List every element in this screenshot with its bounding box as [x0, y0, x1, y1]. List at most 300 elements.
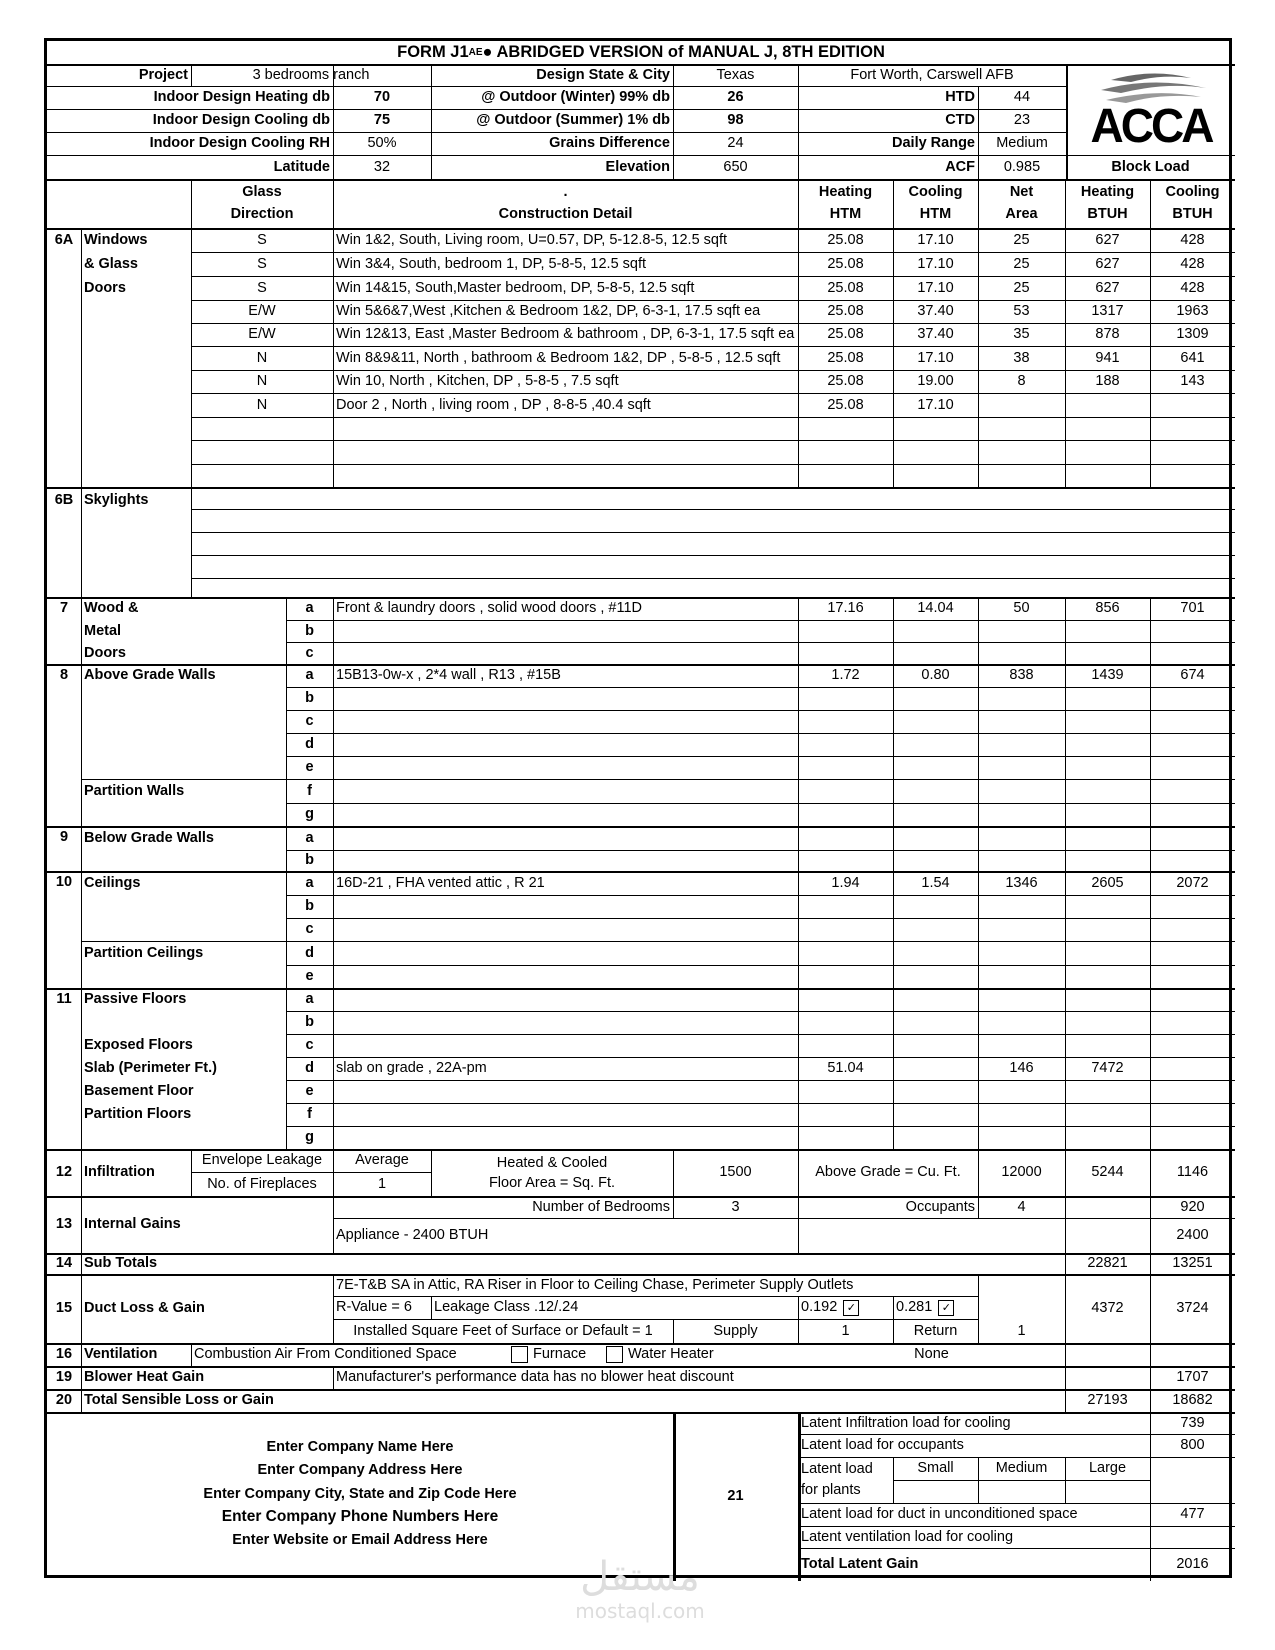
windows-label-1: Windows [84, 231, 148, 248]
duct-description: 7E-T&B SA in Attic, RA Riser in Floor to Ceiling Chase, Perimeter Supply Outlets [336, 1276, 854, 1293]
check-icon[interactable]: ✓ [843, 1300, 859, 1316]
acf-value: 0.985 [1003, 158, 1041, 175]
wood-metal-doors-label-3: Doors [84, 644, 126, 661]
furnace-checkbox[interactable]: Furnace [508, 1343, 603, 1366]
cooling-htm-header-1: Cooling [908, 184, 963, 201]
above-grade-wall-row-detail: 15B13-0w-x , 2*4 wall , R13 , #15B [336, 667, 561, 684]
row-letter-f: f [307, 782, 312, 799]
grid-line [286, 1126, 1235, 1127]
latent-plants-label-2: for plants [801, 1482, 861, 1499]
sub-totals-label: Sub Totals [84, 1255, 158, 1272]
grid-line [286, 1103, 1235, 1104]
company-city: Enter Company City, State and Zip Code Here [203, 1485, 517, 1502]
grid-line [191, 464, 1235, 465]
above-grade-wall-row-heating-btuh: 1439 [1091, 667, 1124, 684]
cool-db-value: 75 [373, 112, 391, 129]
heating-btuh-header-2: BTUH [1087, 205, 1128, 222]
rh-label: Indoor Design Cooling RH [149, 135, 330, 152]
window-net-area: 35 [1013, 326, 1030, 343]
row-letter-c: c [305, 921, 314, 938]
row-letter-a: a [305, 991, 314, 1008]
window-heating-htm: 25.08 [827, 373, 864, 390]
above-grade-walls-label: Above Grade Walls [84, 667, 216, 684]
above-grade-wall-row-heating-htm: 1.72 [831, 667, 860, 684]
blower-cooling-btuh: 1707 [1176, 1369, 1209, 1386]
row-letter-d: d [305, 736, 314, 753]
ceiling-row-heating-htm: 1.94 [831, 874, 860, 891]
grid-line [893, 179, 894, 228]
section-15-number: 15 [55, 1300, 73, 1317]
grid-line [286, 733, 1235, 734]
glass-direction-header-2: Direction [230, 205, 294, 222]
cooling-btuh-header-2: BTUH [1172, 205, 1213, 222]
row-letter-c: c [305, 1037, 314, 1054]
windows-label-2: & Glass [84, 255, 138, 272]
slab-row-heating-htm: 51.04 [827, 1060, 864, 1077]
window-heating-btuh: 188 [1095, 373, 1120, 390]
acca-logo: ACCA [1071, 66, 1231, 152]
internal-gains-label: Internal Gains [84, 1216, 181, 1233]
net-area-header-1: Net [1009, 184, 1034, 201]
grid-line [191, 417, 1235, 418]
subtotal-heating-btuh: 22821 [1087, 1255, 1128, 1272]
grid-line [286, 850, 1235, 851]
grid-line [47, 179, 1235, 181]
appliance-label: Appliance - 2400 BTUH [336, 1227, 489, 1244]
grid-line [286, 965, 1235, 966]
grid-line [798, 179, 799, 228]
section-11-number: 11 [56, 991, 72, 1008]
summer-label: @ Outdoor (Summer) 1% db [476, 112, 670, 129]
construction-detail-header-1: . [563, 184, 568, 201]
grid-line [286, 941, 1235, 942]
window-net-area [978, 393, 1065, 417]
blower-description: Manufacturer's performance data has no blower heat discount [336, 1369, 734, 1386]
grid-line [893, 826, 894, 871]
fireplaces-value: 1 [377, 1175, 387, 1192]
latent-occupants-label: Latent load for occupants [801, 1437, 964, 1454]
window-detail: Win 10, North , Kitchen, DP , 5-8-5 , 7.5 sqft [336, 373, 619, 390]
htd-value: 44 [1013, 89, 1031, 106]
volume-label: Above Grade = Cu. Ft. [815, 1164, 961, 1181]
return-value: 1 [1017, 1322, 1026, 1339]
grid-line [1065, 1366, 1066, 1389]
window-heating-htm: 25.08 [827, 349, 864, 366]
grid-line [1065, 1196, 1066, 1253]
ventilation-label: Ventilation [84, 1346, 158, 1363]
row-letter-g: g [305, 806, 314, 823]
occupants-cooling-btuh: 920 [1180, 1198, 1205, 1215]
windows-label-3: Doors [84, 279, 126, 296]
grid-line [286, 1011, 1235, 1012]
window-direction: S [257, 279, 267, 296]
grid-line [798, 664, 799, 826]
section-8-number: 8 [59, 667, 69, 684]
window-cooling-htm: 17.10 [917, 231, 954, 248]
window-cooling-htm: 19.00 [917, 373, 954, 390]
latent-duct-label: Latent load for duct in unconditioned space [801, 1506, 1078, 1523]
rh-value: 50% [367, 135, 397, 152]
wood-metal-doors-label-1: Wood & [84, 600, 139, 617]
window-direction: E/W [248, 303, 276, 320]
row-letter-b: b [305, 852, 314, 869]
window-heating-htm: 25.08 [827, 326, 864, 343]
plants-small: Small [917, 1460, 954, 1477]
grid-line [286, 803, 1235, 804]
grains-value: 24 [727, 135, 744, 152]
section-13-number: 13 [55, 1216, 73, 1233]
grid-line [893, 664, 894, 826]
envelope-leakage-label: Envelope Leakage [201, 1152, 323, 1169]
wood-door-row-cooling-btuh: 701 [1180, 600, 1205, 617]
window-direction: N [256, 396, 268, 413]
project-label: Project [138, 66, 188, 83]
infiltration-heating-btuh: 5244 [1091, 1164, 1124, 1181]
section-7-number: 7 [59, 600, 69, 617]
manual-j-form [44, 38, 1232, 1578]
window-heating-htm: 25.08 [827, 303, 864, 320]
heating-htm-header-1: Heating [818, 184, 873, 201]
exposed-floors-label: Exposed Floors [84, 1037, 193, 1054]
company-name: Enter Company Name Here [266, 1438, 454, 1455]
ceiling-row-cooling-htm: 1.54 [921, 874, 950, 891]
grid-line [191, 532, 1235, 533]
above-grade-wall-row-net-area: 838 [1009, 667, 1034, 684]
row-letter-d: d [305, 1060, 314, 1077]
window-net-area: 25 [1013, 279, 1030, 296]
window-heating-htm: 25.08 [827, 231, 864, 248]
window-cooling-btuh [1150, 393, 1235, 417]
window-heating-btuh: 878 [1095, 326, 1120, 343]
section-19-number: 19 [55, 1369, 73, 1386]
floor-area-label-2: Floor Area = Sq. Ft. [488, 1174, 616, 1191]
bedrooms-label: Number of Bedrooms [532, 1198, 670, 1215]
section-21-number: 21 [727, 1488, 744, 1505]
total-latent-label: Total Latent Gain [801, 1556, 919, 1573]
window-heating-btuh: 1317 [1091, 303, 1124, 320]
elevation-label: Elevation [605, 158, 670, 175]
latent-infiltration-label: Latent Infiltration load for cooling [801, 1414, 1011, 1431]
grid-line [191, 509, 1235, 510]
grid-line [286, 620, 1235, 621]
window-direction: S [257, 231, 267, 248]
above-grade-wall-row-cooling-htm: 0.80 [921, 667, 950, 684]
row-letter-b: b [305, 690, 314, 707]
window-heating-btuh: 627 [1095, 279, 1120, 296]
grid-line [893, 1480, 1150, 1481]
skylights-label: Skylights [84, 491, 149, 508]
wood-door-row-cooling-htm: 14.04 [917, 600, 954, 617]
window-detail: Win 12&13, East ,Master Bedroom & bathroom , DP, 6-3-1, 17.5 sqft ea [336, 326, 795, 343]
htd-label: HTD [945, 89, 975, 106]
row-letter-b: b [305, 1014, 314, 1031]
subtotal-cooling-btuh: 13251 [1172, 1255, 1213, 1272]
total-latent-value: 2016 [1176, 1556, 1209, 1573]
grid-line [1150, 1343, 1151, 1366]
section-16-number: 16 [55, 1346, 73, 1363]
watermark: مستقل mostaql.com [575, 1554, 705, 1623]
grid-line [1065, 826, 1066, 871]
window-heating-btuh: 627 [1095, 255, 1120, 272]
envelope-leakage-value: Average [355, 1152, 409, 1169]
block-load-label: Block Load [1111, 158, 1190, 175]
city-value: Fort Worth, Carswell AFB [850, 66, 1014, 83]
window-direction: N [256, 373, 268, 390]
window-heating-htm: 25.08 [827, 396, 864, 413]
acf-label: ACF [945, 158, 975, 175]
latitude-label: Latitude [273, 158, 330, 175]
window-net-area: 38 [1013, 349, 1030, 366]
grid-line [286, 687, 1235, 688]
cooling-htm-header-2: HTM [919, 205, 952, 222]
row-letter-g: g [305, 1129, 314, 1146]
latent-duct-value: 477 [1180, 1506, 1205, 1523]
ceiling-row-net-area: 1346 [1005, 874, 1038, 891]
r-value: R-Value = 6 [336, 1299, 412, 1316]
window-cooling-btuh: 428 [1180, 231, 1205, 248]
window-cooling-htm: 17.10 [917, 279, 954, 296]
window-heating-btuh: 941 [1095, 349, 1120, 366]
return-label: Return [913, 1322, 958, 1339]
fireplaces-label: No. of Fireplaces [207, 1175, 317, 1192]
grid-line [1150, 988, 1151, 1149]
occupants-label: Occupants [905, 1198, 975, 1215]
window-net-area: 25 [1013, 231, 1030, 248]
grid-line [286, 642, 1235, 643]
supply-label: Supply [713, 1322, 758, 1339]
window-cooling-htm: 17.10 [917, 396, 954, 413]
ceiling-row-detail: 16D-21 , FHA vented attic , R 21 [336, 874, 545, 891]
window-cooling-btuh: 143 [1180, 373, 1205, 390]
volume-value: 12000 [1001, 1164, 1042, 1181]
section-12-number: 12 [55, 1164, 73, 1181]
state-city-label: Design State & City [536, 66, 670, 83]
grid-line [191, 578, 1235, 579]
grid-line [893, 988, 894, 1149]
net-area-header-2: Area [1005, 205, 1038, 222]
winter-value: 26 [727, 89, 744, 106]
ventilation-description: Combustion Air From Conditioned Space [194, 1346, 457, 1363]
heating-htm-header-2: HTM [829, 205, 862, 222]
occupants-value: 4 [1017, 1198, 1026, 1215]
form-title: FORM J1 AE ● ABRIDGED VERSION of MANUAL J, 8TH EDITION [397, 43, 885, 62]
window-detail: Win 5&6&7,West ,Kitchen & Bedroom 1&2, DP, 6-3-1, 17.5 sqft ea [336, 303, 761, 320]
latent-occupants-value: 800 [1180, 1437, 1205, 1454]
section-9-number: 9 [59, 829, 69, 846]
grains-label: Grains Difference [549, 135, 670, 152]
range-label: Daily Range [892, 135, 975, 152]
company-address: Enter Company Address Here [257, 1461, 463, 1478]
ventilation-none: None [914, 1346, 949, 1363]
construction-detail-header-2: Construction Detail [498, 205, 633, 222]
grid-line [286, 779, 1235, 780]
grid-line [1150, 664, 1151, 826]
window-cooling-btuh: 641 [1180, 349, 1205, 366]
plants-large: Large [1088, 1460, 1127, 1477]
checkbox-icon[interactable] [606, 1346, 623, 1363]
state-value: Texas [716, 66, 755, 83]
wood-metal-doors-label-2: Metal [84, 622, 122, 639]
heat-db-value: 70 [373, 89, 391, 106]
window-heating-htm: 25.08 [827, 279, 864, 296]
ceiling-row-cooling-btuh: 2072 [1176, 874, 1209, 891]
latent-infiltration-value: 739 [1180, 1414, 1205, 1431]
grid-line [333, 664, 334, 826]
summer-value: 98 [727, 112, 744, 129]
project-value: 3 bedrooms ranch [252, 66, 370, 83]
row-letter-b: b [305, 898, 314, 915]
window-detail: Win 14&15, South,Master bedroom, DP, 5-8-5, 12.5 sqft [336, 279, 695, 296]
window-heating-btuh [1065, 393, 1150, 417]
window-detail: Win 8&9&11, North , bathroom & Bedroom 1&2, DP , 5-8-5 , 12.5 sqft [336, 349, 781, 366]
slab-row-detail: slab on grade , 22A-pm [336, 1060, 487, 1077]
grid-line [333, 826, 334, 871]
below-grade-walls-label: Below Grade Walls [84, 829, 214, 846]
section-6a-number: 6A [54, 231, 74, 248]
infiltration-label: Infiltration [84, 1164, 155, 1181]
range-value: Medium [996, 135, 1048, 152]
grid-line [1065, 664, 1066, 826]
window-detail: Win 1&2, South, Living room, U=0.57, DP, 5-12.8-5, 12.5 sqft [336, 231, 728, 248]
company-phone: Enter Company Phone Numbers Here [221, 1508, 499, 1526]
row-letter-f: f [307, 1106, 312, 1123]
duct-loss-gain-label: Duct Loss & Gain [84, 1300, 205, 1317]
check-icon[interactable]: ✓ [938, 1300, 954, 1316]
grid-line [1065, 1343, 1066, 1366]
plants-medium: Medium [995, 1460, 1048, 1477]
window-cooling-btuh: 1309 [1176, 326, 1209, 343]
grid-line [286, 918, 1235, 919]
latent-ventilation-label: Latent ventilation load for cooling [801, 1528, 1014, 1545]
row-letter-c: c [305, 713, 314, 730]
floor-area-value: 1500 [719, 1164, 752, 1181]
glass-direction-header-1: Glass [242, 184, 282, 201]
window-net-area: 8 [1017, 373, 1026, 390]
window-detail: Win 3&4, South, bedroom 1, DP, 5-8-5, 12.5 sqft [336, 255, 647, 272]
slab-row-heating-btuh: 7472 [1091, 1060, 1124, 1077]
grid-line [191, 555, 1235, 556]
row-letter-e: e [305, 759, 314, 776]
grid-line [978, 179, 979, 228]
window-net-area: 25 [1013, 255, 1030, 272]
elevation-value: 650 [723, 158, 748, 175]
latent-plants-label-1: Latent load [801, 1461, 873, 1478]
leakage-class: Leakage Class .12/.24 [434, 1299, 579, 1316]
wood-door-row-detail: Front & laundry doors , solid wood doors , #11D [336, 600, 643, 617]
grid-line [978, 664, 979, 826]
total-cooling-btuh: 18682 [1172, 1392, 1213, 1409]
window-cooling-htm: 17.10 [917, 255, 954, 272]
row-letter-e: e [305, 968, 314, 985]
slab-label: Slab (Perimeter Ft.) [84, 1060, 217, 1077]
cooling-btuh-header-1: Cooling [1165, 184, 1220, 201]
company-website: Enter Website or Email Address Here [232, 1531, 488, 1548]
heating-btuh-header-1: Heating [1080, 184, 1135, 201]
grid-line [286, 710, 1235, 711]
window-cooling-btuh: 428 [1180, 279, 1205, 296]
grid-line [1150, 826, 1151, 871]
window-direction: S [257, 255, 267, 272]
duct-heating-btuh: 4372 [1091, 1300, 1124, 1317]
total-sensible-label: Total Sensible Loss or Gain [84, 1392, 274, 1409]
appliance-cooling-btuh: 2400 [1176, 1227, 1209, 1244]
grid-line [191, 179, 192, 228]
grid-line [191, 440, 1235, 441]
surface-label: Installed Square Feet of Surface or Default = 1 [353, 1322, 653, 1339]
ceilings-label: Ceilings [84, 874, 141, 891]
blower-heat-gain-label: Blower Heat Gain [84, 1369, 205, 1386]
window-cooling-btuh: 1963 [1176, 303, 1209, 320]
window-cooling-htm: 37.40 [917, 303, 954, 320]
window-net-area: 53 [1013, 303, 1030, 320]
supply-value: 1 [841, 1322, 850, 1339]
grid-line [1150, 179, 1151, 228]
duct-factor-cooling: 0.281 ✓ [893, 1296, 978, 1319]
above-grade-wall-row-cooling-btuh: 674 [1180, 667, 1205, 684]
duct-factor-heating: 0.192 ✓ [798, 1296, 893, 1319]
grid-line [798, 826, 799, 871]
heat-db-label: Indoor Design Heating db [153, 89, 330, 106]
latitude-value: 32 [373, 158, 391, 175]
window-heating-htm: 25.08 [827, 255, 864, 272]
water-heater-checkbox[interactable]: Water Heater [603, 1343, 763, 1366]
grid-line [47, 487, 1235, 489]
window-direction: N [256, 349, 268, 366]
window-cooling-btuh: 428 [1180, 255, 1205, 272]
basement-floor-label: Basement Floor [84, 1083, 194, 1100]
section-10-number: 10 [55, 874, 73, 891]
grid-line [286, 1034, 1235, 1035]
duct-cooling-btuh: 3724 [1176, 1300, 1209, 1317]
wood-door-row-heating-htm: 17.16 [827, 600, 864, 617]
bedrooms-value: 3 [731, 1198, 740, 1215]
floor-area-label-1: Heated & Cooled [496, 1154, 608, 1171]
row-letter-a: a [305, 874, 314, 891]
partition-walls-label: Partition Walls [84, 782, 185, 799]
wood-door-row-net-area: 50 [1013, 600, 1030, 617]
passive-floors-label: Passive Floors [84, 991, 187, 1008]
grid-line [286, 895, 1235, 896]
window-cooling-htm: 37.40 [917, 326, 954, 343]
row-letter-c: c [305, 644, 314, 661]
window-heating-btuh: 627 [1095, 231, 1120, 248]
row-letter-a: a [305, 600, 314, 617]
winter-label: @ Outdoor (Winter) 99% db [481, 89, 670, 106]
grid-line [978, 826, 979, 871]
grid-line [1065, 179, 1066, 228]
ctd-value: 23 [1013, 112, 1031, 129]
grid-line [333, 179, 334, 228]
row-letter-a: a [305, 667, 314, 684]
section-14-number: 14 [55, 1255, 73, 1272]
grid-line [286, 756, 1235, 757]
row-letter-a: a [305, 829, 314, 846]
wood-door-row-heating-btuh: 856 [1095, 600, 1120, 617]
total-heating-btuh: 27193 [1087, 1392, 1128, 1409]
section-6b-number: 6B [54, 491, 74, 508]
checkbox-icon[interactable] [511, 1346, 528, 1363]
slab-row-net-area: 146 [1009, 1060, 1034, 1077]
row-letter-e: e [305, 1083, 314, 1100]
window-detail: Door 2 , North , living room , DP , 8-8-5 ,40.4 sqft [336, 396, 651, 413]
ceiling-row-heating-btuh: 2605 [1091, 874, 1124, 891]
ctd-label: CTD [945, 112, 975, 129]
cool-db-label: Indoor Design Cooling db [152, 112, 330, 129]
window-direction: E/W [248, 326, 276, 343]
grid-line [286, 1080, 1235, 1081]
infiltration-cooling-btuh: 1146 [1176, 1164, 1209, 1181]
grid-line [191, 487, 192, 597]
